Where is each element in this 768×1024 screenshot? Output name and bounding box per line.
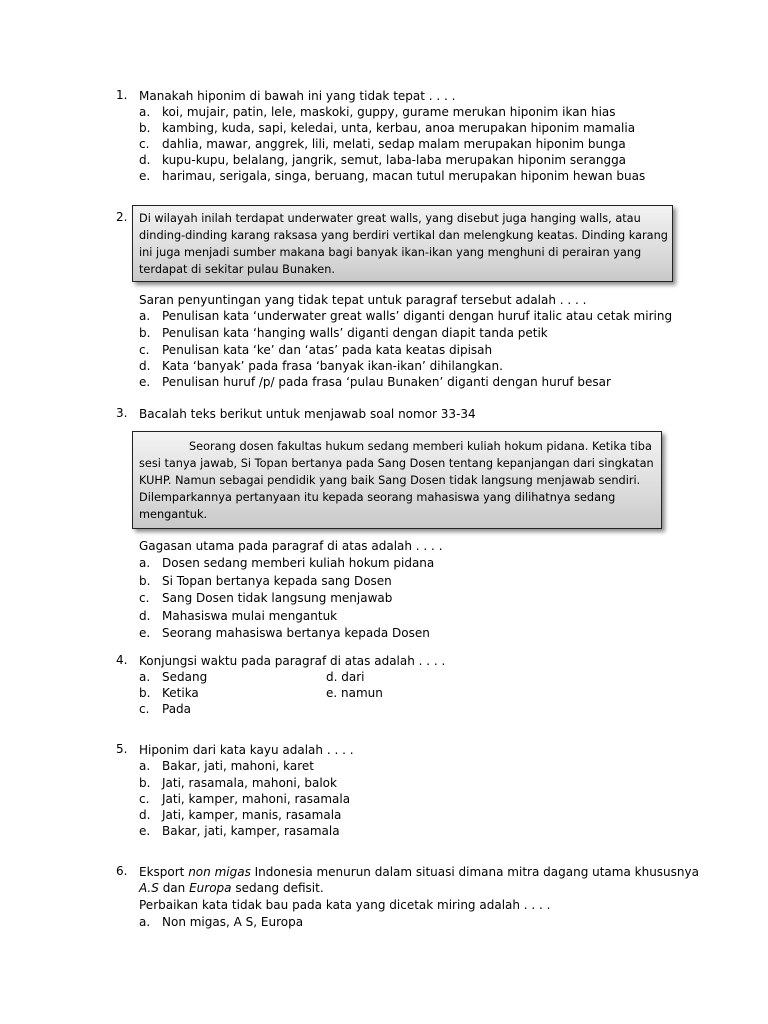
question-stem: Manakah hiponim di bawah ini yang tidak tepat . . . . <box>139 89 456 103</box>
question-number: 6. <box>116 864 128 878</box>
question-number: 4. <box>116 653 128 667</box>
question-stem: Konjungsi waktu pada paragraf di atas adalah . . . . <box>139 654 446 668</box>
question-stem: Hiponim dari kata kayu adalah . . . . <box>139 743 354 757</box>
option-e[interactable]: e. namun <box>326 686 383 700</box>
option-d[interactable]: d. dari <box>326 670 365 684</box>
question-intro: Bacalah teks berikut untuk menjawab soal nomor 33-34 <box>139 407 476 421</box>
question-stem-line-2: A.S dan Europa sedang defisit. <box>139 881 324 895</box>
question-stem: Gagasan utama pada paragraf di atas adalah . . . . <box>139 539 443 553</box>
question-number: 2. <box>116 210 128 224</box>
question-number: 5. <box>116 742 128 756</box>
question-number: 1. <box>116 88 128 102</box>
question-stem-line-3: Perbaikan kata tidak bau pada kata yang dicetak miring adalah . . . . <box>139 898 551 912</box>
question-number: 3. <box>116 406 128 420</box>
passage-box: Di wilayah inilah terdapat underwater great walls, yang disebut juga hanging walls, atau dinding-dinding karang raksasa yang berdiri vertikal dan melengkung keatas. Dinding karang ini juga menjadi sumber makana bagi banyak ikan-ikan yang menghuni di perairan yang terdapat di sekitar pulau Bunaken. <box>132 205 673 282</box>
question-stem: Saran penyuntingan yang tidak tepat untuk paragraf tersebut adalah . . . . <box>139 293 587 307</box>
question-stem-line-1: Eksport non migas Indonesia menurun dalam situasi dimana mitra dagang utama khususnya <box>139 865 699 879</box>
passage-box: Seorang dosen fakultas hukum sedang memberi kuliah hokum pidana. Ketika tiba sesi tanya jawab, Si Topan bertanya pada Sang Dosen tentang kepanjangan dari singkatan KUHP. Namun sebagai pendidik yang baik Sang Dosen tidak langsung menjawab sendiri. Dilemparkannya pertanyaan itu kepada seorang mahasiswa yang dilihatnya sedang mengantuk. <box>132 431 662 529</box>
